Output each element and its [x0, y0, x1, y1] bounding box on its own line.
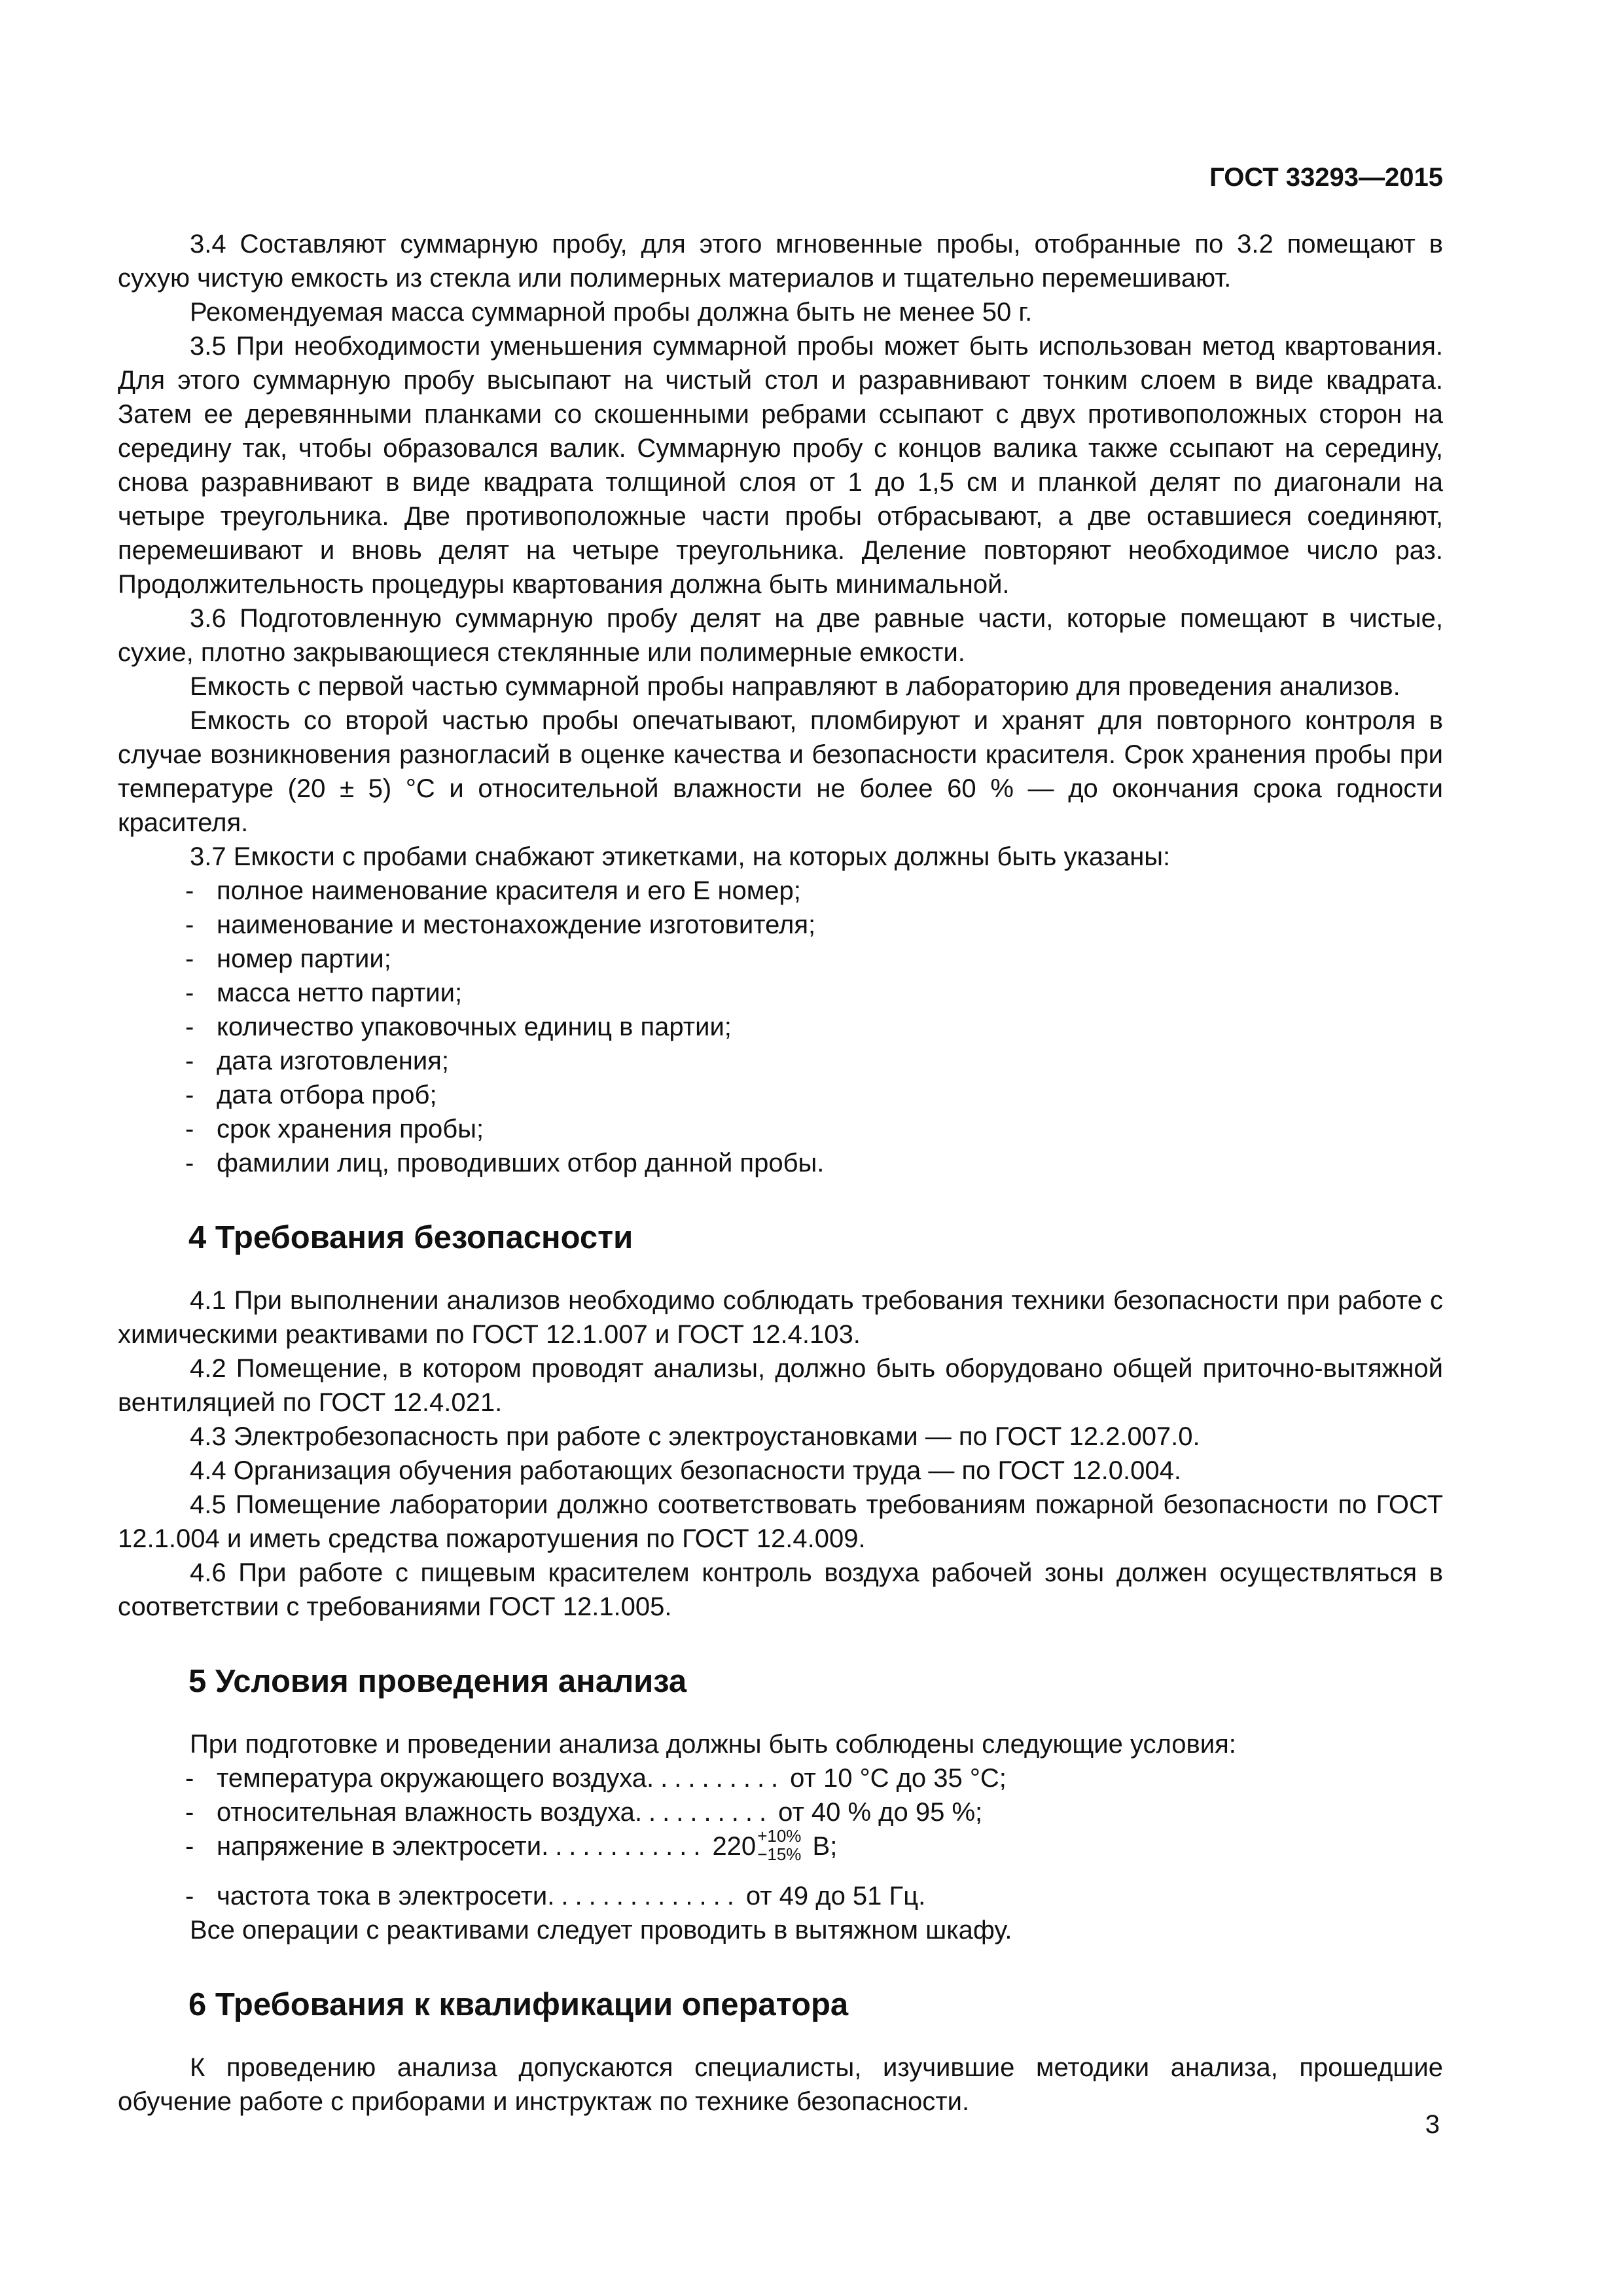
paragraph-3-6-second-part: Емкость со второй частью пробы опечатывают, пломбируют и хранят для повторного контроля в случае возникновения разногласий в оценке качества и безопасности красителя. Срок хранения пробы при температуре (20 ± 5) °С и относительной влажности не более 60 % — до окончания срока годности красителя. [118, 706, 1443, 837]
condition-frequency: - частота тока в электросети .............. от 49 до 51 Гц. [185, 1882, 926, 1911]
page-number: 3 [1425, 2110, 1440, 2139]
list-item: - масса нетто партии; [185, 978, 463, 1007]
paragraph-3-7: 3.7 Емкости с пробами снабжают этикетками, на которых должны быть указаны: [190, 842, 1171, 871]
section-4-heading: 4 Требования безопасности [188, 1220, 633, 1255]
document-header: ГОСТ 33293—2015 [1209, 163, 1443, 192]
list-item: - дата отбора проб; [185, 1081, 437, 1109]
paragraph-3-5: 3.5 При необходимости уменьшения суммарной пробы может быть использован метод квартования. Для этого суммарную пробу высыпают на чистый стол и разравнивают тонким слоем в виде квадрата. Затем ее деревянными планками со скошенными ребрами ссыпают с двух противоположных сторон на середину так, чтобы образовался валик. Суммарную пробу с концов валика также ссыпают на середину, снова разравнивают в виде квадрата толщиной слоя от 1 до 1,5 см и планкой делят по диагонали на четыре треугольника. Две противоположные части пробы отбрасывают, а две оставшиеся соединяют, перемешивают и вновь делят на четыре треугольника. Деление повторяют необходимое число раз. Продолжительность процедуры квартования должна быть минимальной. [118, 332, 1443, 599]
conditions-intro: При подготовке и проведении анализа должны быть соблюдены следующие условия: [190, 1730, 1236, 1759]
paragraph-4-3: 4.3 Электробезопасность при работе с электроустановками — по ГОСТ 12.2.007.0. [190, 1422, 1200, 1451]
conditions-outro: Все операции с реактивами следует проводить в вытяжном шкафу. [190, 1916, 1012, 1945]
list-item: - номер партии; [185, 944, 391, 973]
paragraph-4-6: 4.6 При работе с пищевым красителем контроль воздуха рабочей зоны должен осуществляться в соответствии с требованиями ГОСТ 12.1.005. [118, 1558, 1443, 1621]
list-item: - полное наименование красителя и его Е номер; [185, 876, 801, 905]
voltage-tolerance: +10% −15% [757, 1826, 802, 1865]
paragraph-3-4: 3.4 Составляют суммарную пробу, для этого мгновенные пробы, отобранные по 3.2 помещают в сухую чистую емкость из стекла или полимерных материалов и тщательно перемешивают. [118, 230, 1443, 293]
condition-voltage: - напряжение в электросети ............ 220 +10% −15% В; [185, 1826, 838, 1865]
list-item: - фамилии лиц, проводивших отбор данной пробы. [185, 1149, 825, 1177]
label-requirements-list [118, 874, 1443, 1180]
section-5-heading: 5 Условия проведения анализа [188, 1664, 687, 1699]
paragraph-4-5: 4.5 Помещение лаборатории должно соответствовать требованиям пожарной безопасности по ГОСТ 12.1.004 и иметь средства пожаротушения по ГОСТ 12.4.009. [118, 1490, 1443, 1553]
paragraph-4-4: 4.4 Организация обучения работающих безопасности труда — по ГОСТ 12.0.004. [190, 1456, 1181, 1485]
paragraph-3-6: 3.6 Подготовленную суммарную пробу делят на две равные части, которые помещают в чистые, сухие, плотно закрывающиеся стеклянные или полимерные емкости. [118, 604, 1443, 667]
section-6-heading: 6 Требования к квалификации оператора [188, 1987, 849, 2023]
list-item: - количество упаковочных единиц в партии; [185, 1013, 732, 1041]
paragraph-6: К проведению анализа допускаются специалисты, изучившие методики анализа, прошедшие обучение работе с приборами и инструктаж по технике безопасности. [118, 2053, 1443, 2117]
page-body [118, 152, 1443, 2119]
paragraph-3-4-mass: Рекомендуемая масса суммарной пробы должна быть не менее 50 г. [190, 298, 1033, 327]
list-item: - срок хранения пробы; [185, 1115, 484, 1143]
list-item: - наименование и местонахождение изготовителя; [185, 910, 816, 939]
paragraph-3-6-first-part: Емкость с первой частью суммарной пробы направляют в лабораторию для проведения анализов. [190, 672, 1400, 701]
conditions-list [118, 1761, 1443, 1913]
condition-humidity: - относительная влажность воздуха .......... от 40 % до 95 %; [185, 1798, 983, 1827]
paragraph-4-1: 4.1 При выполнении анализов необходимо соблюдать требования техники безопасности при работе с химическими реактивами по ГОСТ 12.1.007 и ГОСТ 12.4.103. [118, 1286, 1443, 1349]
list-item: - дата изготовления; [185, 1047, 449, 1075]
paragraph-4-2: 4.2 Помещение, в котором проводят анализы, должно быть оборудовано общей приточно-вытяжной вентиляцией по ГОСТ 12.4.021. [118, 1354, 1443, 1417]
condition-temperature: - температура окружающего воздуха .......... от 10 °С до 35 °С; [185, 1764, 1007, 1793]
